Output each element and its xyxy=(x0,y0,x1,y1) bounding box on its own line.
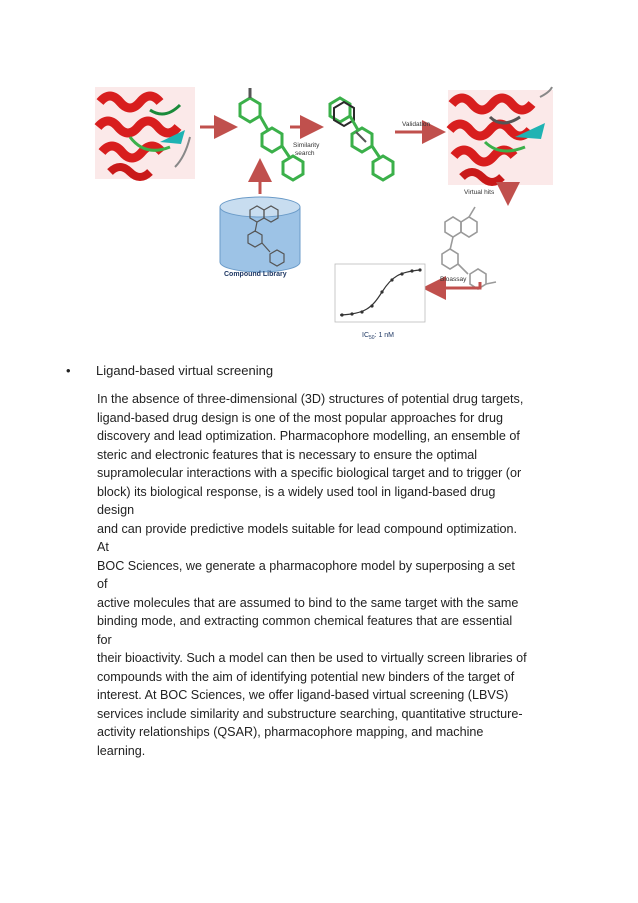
compound-library-cylinder xyxy=(220,197,300,278)
paragraph-line: active molecules that are assumed to bind to the same target with the same xyxy=(97,595,519,610)
compound-library-label: Compound Library xyxy=(224,271,287,278)
workflow-figure xyxy=(90,82,560,347)
bullet-marker: • xyxy=(66,363,71,378)
paragraph-line: activity relationships (QSAR), pharmacophore mapping, and machine learning. xyxy=(97,725,484,758)
paragraph-line: their bioactivity. Such a model can then be used to virtually screen libraries of xyxy=(97,651,527,665)
superposed-ligands xyxy=(330,98,393,180)
paragraph-line: and can provide predictive models suitable for lead compound optimization. At xyxy=(97,521,518,554)
paragraph-line: In the absence of three-dimensional (3D) structures of potential drug targets, xyxy=(97,392,524,406)
protein-structure-right xyxy=(448,87,553,185)
paragraph-line: block) its biological response, is a widely used tool in ligand-based drug design xyxy=(97,484,496,517)
paragraph-line: compounds with the aim of identifying potential new binders of the target of xyxy=(97,669,515,684)
query-ligand-molecule xyxy=(240,88,303,180)
paragraph-line: supramolecular interactions with a specific biological target and to trigger (or xyxy=(97,466,522,480)
similarity-search-label: Similarity search xyxy=(293,142,320,157)
section-heading: Ligand-based virtual screening xyxy=(96,363,274,378)
workflow-diagram xyxy=(90,82,560,347)
paragraph-line: services include similarity and substructure searching, quantitative structure- xyxy=(97,706,523,721)
validation-label: Validation xyxy=(402,121,431,128)
dose-response-plot xyxy=(335,264,425,341)
paragraph-line: binding mode, and extracting common chemical features that are essential for xyxy=(97,614,513,647)
virtual-hits-label: Virtual hits xyxy=(464,189,495,196)
body-paragraph xyxy=(97,390,527,760)
paragraph-line: discovery and lead optimization. Pharmacophore modelling, an ensemble of xyxy=(97,429,520,443)
paragraph-line: ligand-based drug design is one of the most popular approaches for drug xyxy=(97,410,504,425)
paragraph-line: interest. At BOC Sciences, we offer ligand-based virtual screening (LBVS) xyxy=(97,688,509,702)
bioassay-label: Bioassay xyxy=(440,276,467,283)
paragraph-line: BOC Sciences, we generate a pharmacophore model by superposing a set of xyxy=(97,558,515,591)
protein-structure-left xyxy=(95,87,195,179)
paragraph-line: steric and electronic features that is necessary to ensure the optimal xyxy=(97,447,478,462)
ic50-label: $IC_{50}$: 1 nM xyxy=(362,332,395,341)
